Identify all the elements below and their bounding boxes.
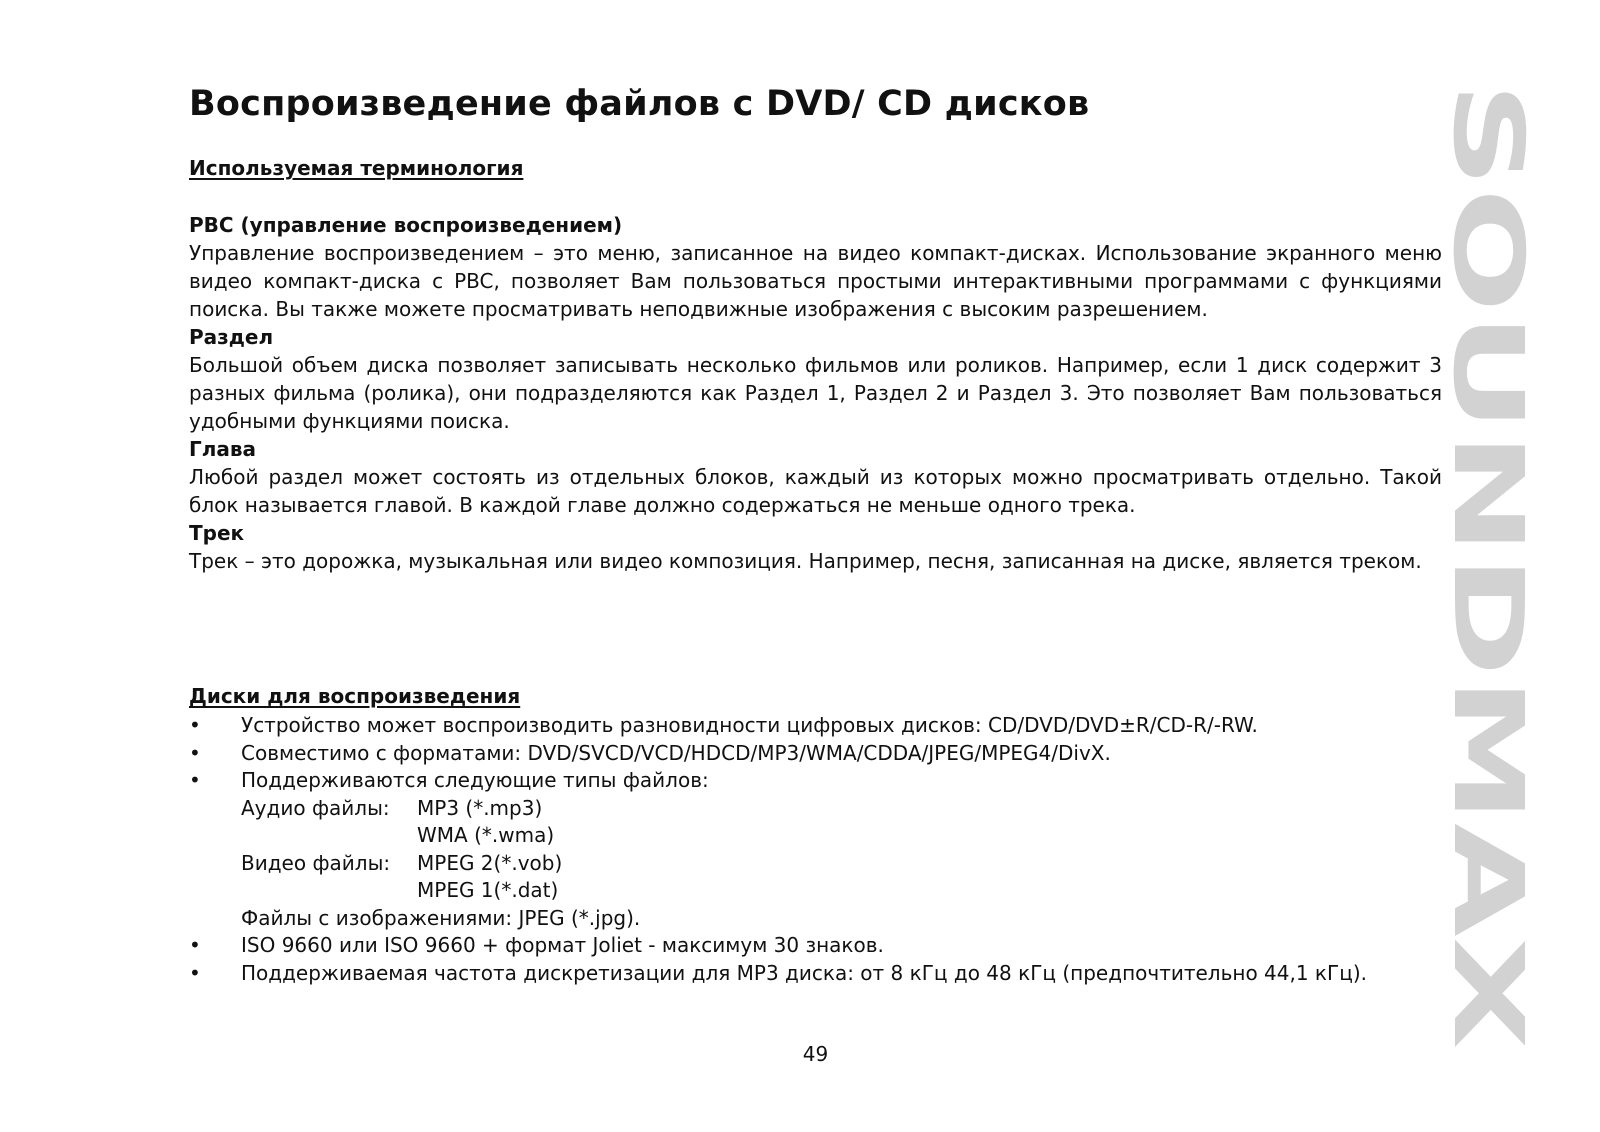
disc-types-text: Устройство может воспроизводить разновидности цифровых дисков: CD/DVD/DVD±R/CD-R/-RW. [241,713,1258,737]
term-title-chapter: Глава [189,437,257,461]
sample-rate-text: Поддерживаемая частота дискретизации для MP3 диска: от 8 кГц до 48 кГц (предпочтительно 44,1 кГц). [241,960,1367,985]
list-item [189,960,1442,988]
term-title-title: Раздел [189,325,274,349]
audio-format-wma: WMA (*.wma) [417,823,555,847]
bullet: • [189,740,201,765]
discs-list [189,712,1442,987]
list-item [189,712,1442,740]
video-format-mpeg2: MPEG 2(*.vob) [417,850,563,875]
term-text-pbc: Управление воспроизведением – это меню, записанное на видео компакт-дисках. Использование экранного меню видео компакт-диска с PBC, позволяет Вам пользоваться простыми интерактивными программами с функциями поиска. Вы также можете просматривать неподвижные изображения с высоким разрешением. [189,241,1442,321]
video-row-1 [241,850,1442,878]
list-item [189,767,1442,932]
iso-text: ISO 9660 или ISO 9660 + формат Joliet - максимум 30 знаков. [241,933,884,957]
list-item [189,740,1442,768]
bullet: • [189,713,201,737]
term-title-track: Трек [189,521,245,545]
list-item [189,932,1442,960]
video-format-mpeg1: MPEG 1(*.dat) [417,878,559,902]
term-text-track: Трек – это дорожка, музыкальная или видео композиция. Например, песня, записанная на диске, является треком. [189,549,1422,573]
image-row [241,905,1442,933]
file-types-text: Поддерживаются следующие типы файлов: [241,768,709,792]
formats-text: Совместимо с форматами: DVD/SVCD/VCD/HDCD/MP3/WMA/CDDA/JPEG/MPEG4/DivX. [241,740,1111,765]
soundmax-logo [1432,82,1544,1050]
term-text-chapter: Любой раздел может состоять из отдельных блоков, каждый из которых можно просматривать отдельно. Такой блок называется главой. В каждой главе должно содержаться не меньше одного трека. [189,465,1442,517]
audio-row-1 [241,795,1442,823]
soundmax-logo-text: SOUNDMAX [1432,82,1544,715]
bullet: • [189,933,201,957]
bullet: • [189,960,201,985]
audio-label: Аудио файлы: [241,795,390,820]
audio-row-2 [241,822,1442,850]
video-row-2 [241,877,1442,905]
page-number: 49 [802,1042,829,1066]
video-label: Видео файлы: [241,850,391,875]
discs-heading: Диски для воспроизведения [189,684,521,708]
bullet: • [189,768,201,792]
term-title-pbc: PBC (управление воспроизведением) [189,213,623,237]
terminology-heading: Используемая терминология [189,156,524,180]
image-format-text: Файлы с изображениями: JPEG (*.jpg). [241,905,641,930]
term-text-title: Большой объем диска позволяет записывать несколько фильмов или роликов. Например, если 1 диск содержит 3 разных фильма (ролика), они подразделяются как Раздел 1, Раздел 2 и Раздел 3. Это позволяет Вам пользоваться удобными функциями поиска. [189,353,1442,433]
audio-format-mp3: MP3 (*.mp3) [417,795,543,820]
terminology-list [189,211,1442,575]
page-title: Воспроизведение файлов с DVD/ CD дисков [189,84,1090,124]
